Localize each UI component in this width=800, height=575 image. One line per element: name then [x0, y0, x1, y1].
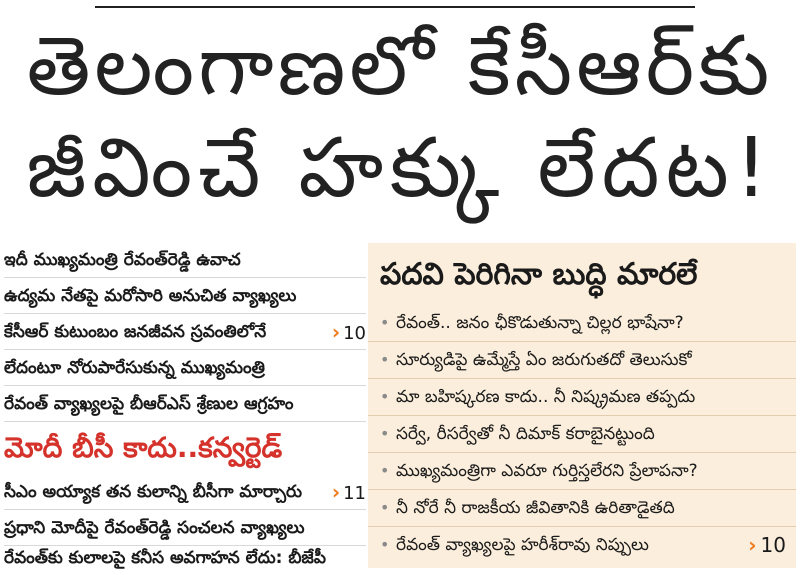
list-item: • రేవంత్‌ వ్యాఖ్యలపై హరీశ్‌రావు నిప్పులు › 10	[368, 527, 796, 563]
headline-line-1: తెలంగాణలో కేసీఆర్‌కు	[26, 19, 774, 114]
top-rule	[95, 6, 695, 8]
story2-title: మోదీ బీసీ కాదు..కన్వర్టెడ్‌	[4, 431, 283, 464]
bullet-icon: •	[380, 350, 390, 369]
chevron-right-icon: ›	[748, 533, 757, 557]
page-ref-number: 10	[343, 323, 366, 344]
page-ref-number: 10	[760, 533, 786, 557]
list-item: • సూర్యుడిపై ఉమ్మేస్తే ఏం జరుగుతదో తెలుసుకో	[368, 342, 796, 379]
side-box-title: పదవి పెరిగినా బుద్ధి మారలే	[380, 257, 698, 292]
left-column	[0, 243, 366, 572]
story1-line: లేదంటూ నోరుపారేసుకున్న ముఖ్యమంత్రి	[4, 351, 366, 386]
chevron-right-icon: ›	[331, 320, 341, 344]
list-item: • నీ నోరే నీ రాజకీయ జీవితానికి ఉరితాడైతది	[368, 490, 796, 527]
story2-line: రేవంత్‌కు కులాలపై కనీస అవగాహన లేదు: బీజేపీ	[4, 548, 326, 568]
bullet-icon: •	[380, 387, 390, 406]
story1-line: రేవంత్‌ వ్యాఖ్యలపై బీఆర్‌ఎస్‌ శ్రేణుల ఆగ్రహం	[4, 387, 366, 422]
story1-line: ఇదీ ముఖ్యమంత్రి రేవంత్‌రెడ్డి ఉవాచ	[4, 243, 366, 278]
page-ref-link[interactable]	[332, 475, 366, 509]
headline-line-2: జీవించే హక్కు లేదట!	[26, 121, 774, 216]
side-box	[368, 243, 796, 568]
list-item: • ముఖ్యమంత్రిగా ఎవరూ గుర్తిస్తలేరని ప్రేలాపనా?	[368, 453, 796, 490]
list-item: • మా బహిష్కరణ కాదు.. నీ నిష్క్రమణ తప్పదు	[368, 379, 796, 416]
bullet-icon: •	[380, 313, 390, 332]
list-item: • సర్వే, రీసర్వేతో నీ దిమాక్‌ కరాబైనట్టుంది	[368, 416, 796, 453]
story1-line: ఉద్యమ నేతపై మరోసారి అనుచిత వ్యాఖ్యలు	[4, 279, 366, 314]
chevron-right-icon: ›	[331, 480, 341, 504]
list-item: • రేవంత్‌.. జనం ఛీకొడుతున్నా చిల్లర భాషేనా?	[368, 305, 796, 342]
story2-line: ప్రధాని మోదీపై రేవంత్‌రెడ్డి సంచలన వ్యాఖ్యలు	[4, 511, 366, 546]
story1-line-with-ref: కేసీఆర్‌ కుటుంబం జనజీవన స్రవంతిలోనే › 10	[4, 315, 366, 350]
page-ref-number: 11	[343, 483, 366, 504]
bullet-icon: •	[380, 424, 390, 443]
story2-line-with-ref: సీఎం అయ్యాక తన కులాన్ని బీసీగా మార్చారు › 11	[4, 475, 366, 510]
bullet-icon: •	[380, 498, 390, 517]
side-box-list	[368, 305, 796, 563]
page-ref-link[interactable]	[332, 315, 366, 349]
bullet-icon: •	[380, 535, 390, 554]
bullet-icon: •	[380, 461, 390, 480]
page-ref-link[interactable]	[748, 527, 786, 563]
